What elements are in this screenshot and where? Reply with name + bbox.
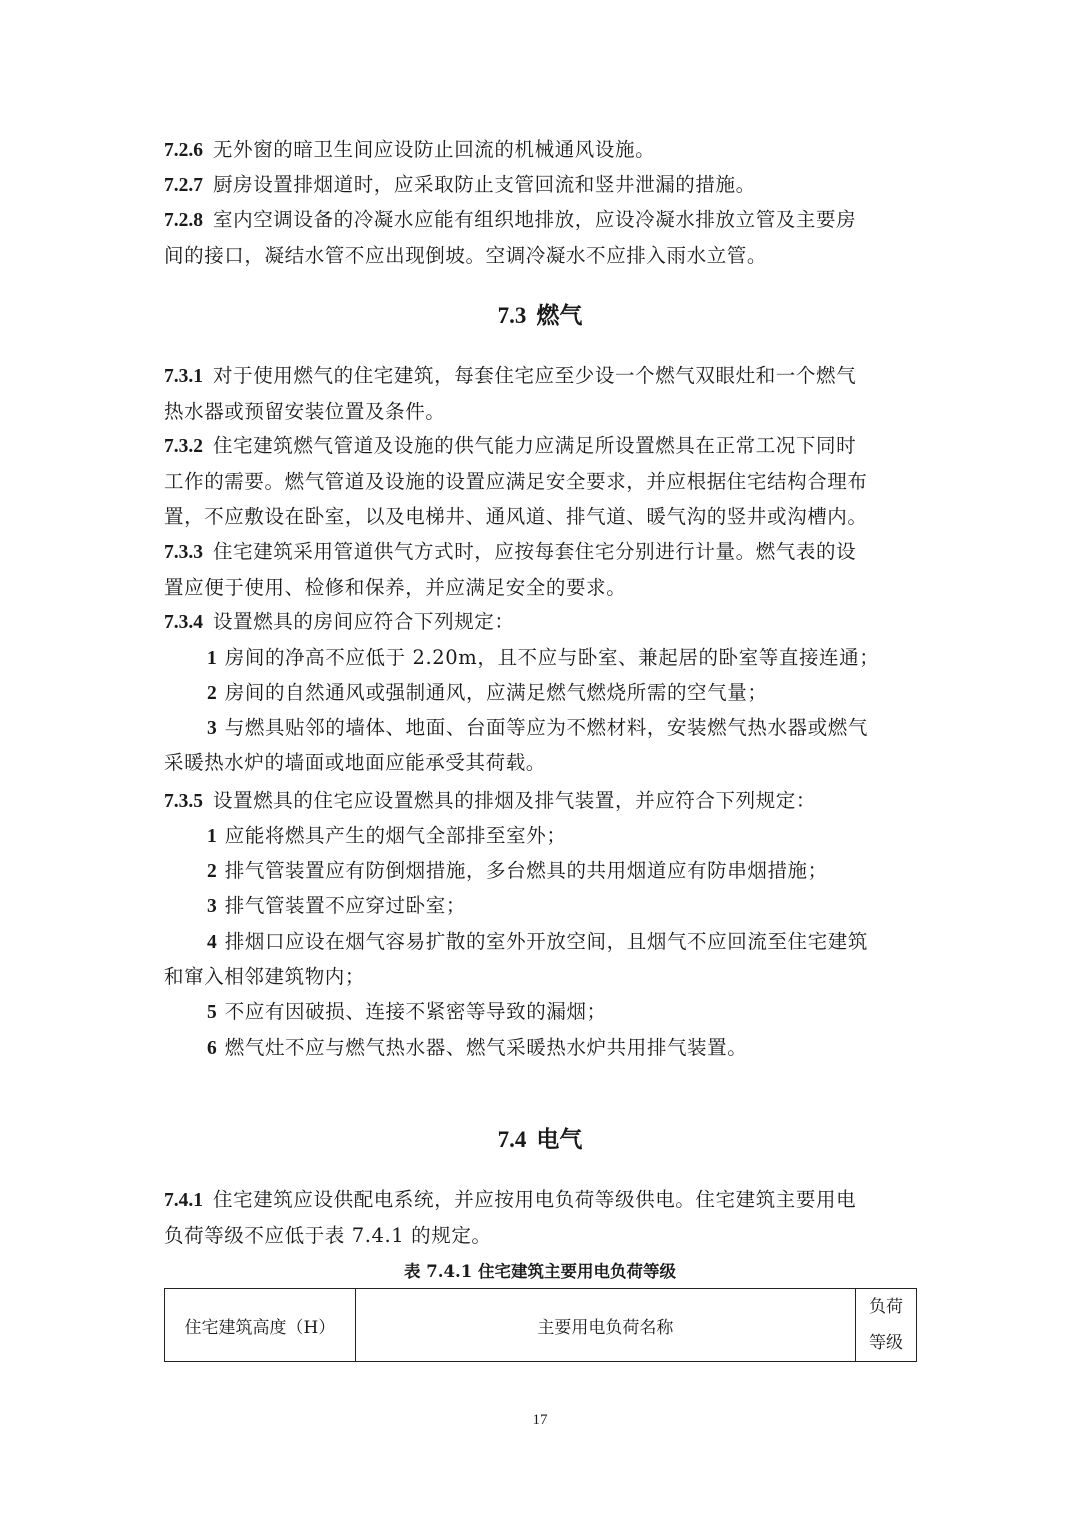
item-number: 5 <box>207 1002 217 1023</box>
section-heading-7-3 <box>0 296 1080 336</box>
clause-text: 对于使用燃气的住宅建筑，每套住宅应至少设一个燃气双眼灶和一个燃气 <box>213 364 857 387</box>
clause-text: 住宅建筑燃气管道及设施的供气能力应满足所设置燃具在正常工况下同时 <box>213 434 857 457</box>
clause-text: 无外窗的暗卫生间应设防止回流的机械通风设施。 <box>213 138 656 161</box>
section-number: 7.4 <box>497 1127 527 1152</box>
clause-number: 7.3.4 <box>164 612 203 633</box>
item-text: 排烟口应设在烟气容易扩散的室外开放空间，且烟气不应回流至住宅建筑 <box>224 930 868 953</box>
clause-number: 7.3.2 <box>164 436 203 457</box>
table-caption: 表 7.4.1 住宅建筑主要用电负荷等级 <box>404 1262 676 1281</box>
clause-text: 室内空调设备的冷凝水应能有组织地排放，应设冷凝水排放立管及主要房 <box>213 208 857 231</box>
item-number: 3 <box>207 718 217 739</box>
item-text: 房间的净高不应低于 2.20m，且不应与卧室、兼起居的卧室等直接连通； <box>224 646 880 669</box>
clause-text: 负荷等级不应低于表 7.4.1 的规定。 <box>164 1224 492 1247</box>
table-header-row <box>165 1289 917 1362</box>
item-text: 不应有因破损、连接不紧密等导致的漏烟； <box>224 1000 607 1023</box>
clause-7-3-1 <box>164 358 924 429</box>
clause-number: 7.3.3 <box>164 542 203 563</box>
item-text: 排气管装置应有防倒烟措施，多台燃具的共用烟道应有防串烟措施； <box>224 859 828 882</box>
page-number: 17 <box>532 1412 548 1428</box>
item-number: 2 <box>207 683 217 704</box>
list-item <box>207 818 924 854</box>
clause-number: 7.2.7 <box>164 175 203 196</box>
list-item <box>207 888 924 924</box>
list-item <box>207 1030 924 1066</box>
item-text: 房间的自然通风或强制通风，应满足燃气燃烧所需的空气量； <box>224 681 768 704</box>
clause-text: 住宅建筑应设供配电系统，并应按用电负荷等级供电。住宅建筑主要用电 <box>213 1188 857 1211</box>
item-text: 采暖热水炉的墙面或地面应能承受其荷载。 <box>164 751 546 774</box>
item-number: 2 <box>207 861 217 882</box>
load-level-table <box>164 1288 917 1362</box>
list-item <box>207 994 924 1030</box>
header-building-height: 住宅建筑高度（H） <box>165 1289 356 1362</box>
section-number: 7.3 <box>497 303 527 328</box>
item-number: 4 <box>207 932 217 953</box>
item-number: 1 <box>207 648 217 669</box>
header-load-name: 主要用电负荷名称 <box>355 1289 855 1362</box>
list-item-continuation <box>164 959 924 994</box>
section-title: 燃气 <box>536 302 583 329</box>
header-load-level <box>856 1289 917 1362</box>
item-number: 3 <box>207 896 217 917</box>
item-text: 应能将燃具产生的烟气全部排至室外； <box>224 824 567 847</box>
item-number: 1 <box>207 826 217 847</box>
clause-number: 7.3.5 <box>164 791 203 812</box>
section-title: 电气 <box>536 1126 583 1153</box>
clause-text: 间的接口，凝结水管不应出现倒坡。空调冷凝水不应排入雨水立管。 <box>164 244 768 267</box>
clause-number: 7.3.1 <box>164 366 203 387</box>
list-item-continuation <box>164 745 924 780</box>
clause-text: 工作的需要。燃气管道及设施的设置应满足安全要求，并应根据住宅结构合理布 <box>164 470 868 493</box>
clause-text: 厨房设置排烟道时，应采取防止支管回流和竖井泄漏的措施。 <box>213 173 756 196</box>
clause-7-3-3 <box>164 534 924 605</box>
list-item <box>207 853 924 889</box>
clause-7-3-2 <box>164 428 924 534</box>
clause-intro: 设置燃具的住宅应设置燃具的排烟及排气装置，并应符合下列规定： <box>213 789 817 812</box>
header-load-level-line2: 等级 <box>869 1333 904 1353</box>
item-number: 6 <box>207 1038 217 1059</box>
item-text: 与燃具贴邻的墙体、地面、台面等应为不燃材料，安装燃气热水器或燃气 <box>224 716 868 739</box>
clause-text: 置应便于使用、检修和保养，并应满足安全的要求。 <box>164 576 627 599</box>
item-text: 燃气灶不应与燃气热水器、燃气采暖热水炉共用排气装置。 <box>224 1036 748 1059</box>
list-item <box>207 675 924 711</box>
header-load-level-line1: 负荷 <box>869 1297 904 1317</box>
clause-7-3-5 <box>164 783 924 819</box>
clause-7-4-1 <box>164 1182 924 1253</box>
list-item <box>207 924 924 960</box>
list-item <box>207 710 924 746</box>
clause-7-2-6 <box>164 132 924 168</box>
list-item <box>207 640 924 676</box>
clause-7-2-8 <box>164 202 924 273</box>
clause-number: 7.2.6 <box>164 140 203 161</box>
clause-text: 热水器或预留安装位置及条件。 <box>164 400 446 423</box>
clause-number: 7.4.1 <box>164 1190 203 1211</box>
clause-intro: 设置燃具的房间应符合下列规定： <box>213 610 515 633</box>
item-text: 排气管装置不应穿过卧室； <box>224 894 466 917</box>
clause-7-3-4 <box>164 604 924 640</box>
clause-number: 7.2.8 <box>164 210 203 231</box>
section-heading-7-4 <box>0 1120 1080 1160</box>
clause-7-2-7 <box>164 167 924 203</box>
clause-text: 住宅建筑采用管道供气方式时，应按每套住宅分别进行计量。燃气表的设 <box>213 540 857 563</box>
item-text: 和窜入相邻建筑物内； <box>164 965 366 988</box>
clause-text: 置，不应敷设在卧室，以及电梯井、通风道、排气道、暖气沟的竖井或沟槽内。 <box>164 505 868 528</box>
